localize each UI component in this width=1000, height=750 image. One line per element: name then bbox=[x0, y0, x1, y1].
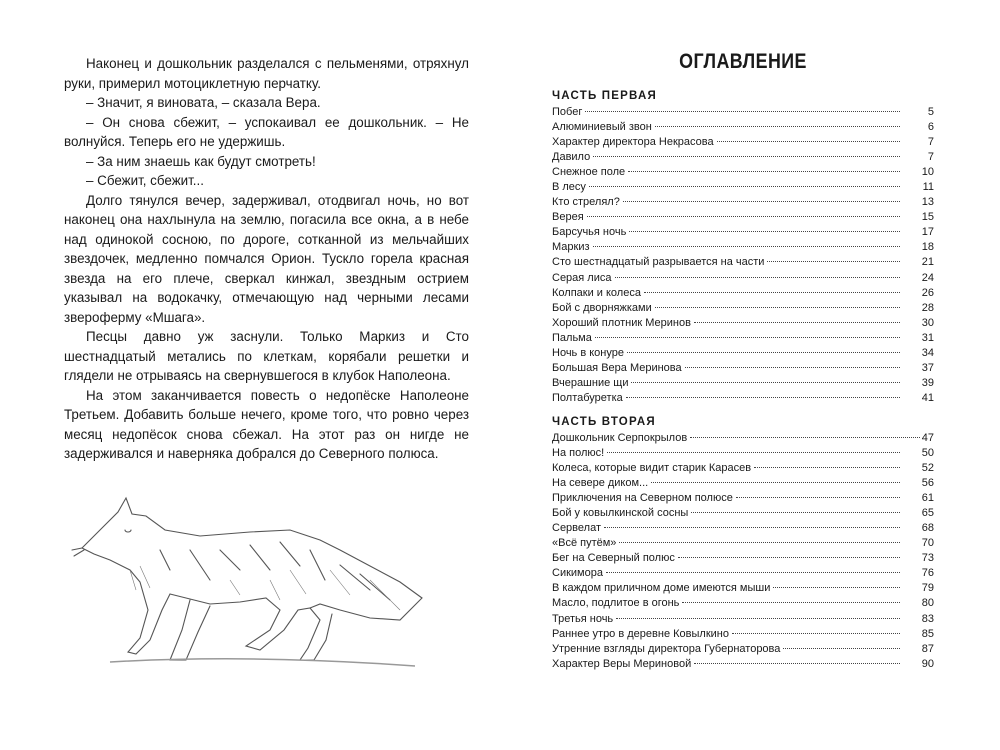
toc-entry-title: «Всё путём» bbox=[552, 537, 617, 550]
toc-entry-page: 7 bbox=[927, 136, 934, 149]
toc-entry-page: 87 bbox=[921, 642, 934, 655]
toc-entry-page: 18 bbox=[921, 241, 934, 254]
toc-entry-title: Пальма bbox=[552, 331, 592, 344]
toc-entry-page: 52 bbox=[921, 462, 934, 475]
dot-leader bbox=[604, 527, 900, 528]
toc-entry bbox=[552, 255, 934, 270]
paragraph: Наконец и дошкольник разделался с пельменями, отряхнул руки, примерил мотоциклетную перчатку. bbox=[64, 56, 469, 91]
dot-leader bbox=[589, 186, 900, 187]
toc-entry-title: На севере диком... bbox=[552, 477, 649, 490]
dot-leader bbox=[678, 557, 900, 558]
toc-entry bbox=[552, 150, 934, 165]
dot-leader bbox=[644, 292, 900, 293]
dot-leader bbox=[736, 497, 900, 498]
toc-entry bbox=[552, 581, 934, 596]
toc-entry bbox=[552, 376, 934, 391]
toc-entry-page: 56 bbox=[921, 477, 934, 490]
toc-entry-page: 70 bbox=[921, 537, 934, 550]
toc-entry bbox=[552, 180, 934, 195]
toc-entry-page: 79 bbox=[921, 582, 934, 595]
toc-entry-title: Побег bbox=[552, 106, 583, 118]
dot-leader bbox=[691, 512, 900, 513]
toc-entry-title: Кто стрелял? bbox=[552, 196, 620, 209]
toc-entry bbox=[552, 642, 934, 657]
dot-leader bbox=[623, 201, 900, 202]
toc-entry-title: Алюминиевый звон bbox=[552, 121, 652, 134]
toc-entry-page: 5 bbox=[927, 106, 934, 118]
part-heading: ЧАСТЬ ВТОРАЯ bbox=[552, 415, 656, 428]
toc-entry bbox=[552, 566, 934, 581]
toc-entry-title: Полтабуретка bbox=[552, 391, 623, 404]
dot-leader bbox=[694, 322, 900, 323]
dot-leader bbox=[593, 156, 900, 157]
toc-entry bbox=[552, 461, 934, 476]
dot-leader bbox=[631, 382, 900, 383]
toc-entry bbox=[552, 521, 934, 536]
toc-entry bbox=[552, 476, 934, 491]
toc-entry-title: Масло, подлитое в огонь bbox=[552, 597, 680, 610]
toc-entry-title: В лесу bbox=[552, 181, 586, 194]
toc-entry bbox=[552, 596, 934, 611]
dot-leader bbox=[655, 307, 900, 308]
dot-leader bbox=[690, 437, 920, 438]
dot-leader bbox=[606, 572, 900, 573]
dot-leader bbox=[615, 277, 901, 278]
toc-entry-title: Большая Вера Меринова bbox=[552, 361, 682, 374]
toc-entry-page: 47 bbox=[921, 431, 934, 444]
toc-entry-title: Сикимора bbox=[552, 567, 603, 580]
toc-entry-page: 37 bbox=[921, 361, 934, 374]
toc-entry bbox=[552, 612, 934, 627]
toc-entry-page: 13 bbox=[921, 196, 934, 209]
toc-entry-page: 73 bbox=[921, 552, 934, 565]
toc-entry-page: 24 bbox=[921, 271, 934, 284]
toc-entry-title: Бой у ковылкинской сосны bbox=[552, 507, 689, 520]
toc-entry-page: 41 bbox=[921, 391, 934, 404]
dot-leader bbox=[607, 452, 900, 453]
dot-leader bbox=[754, 467, 900, 468]
toc-entry-title: Характер Веры Мериновой bbox=[552, 657, 692, 670]
toc-entry-title: Приключения на Северном полюсе bbox=[552, 492, 733, 505]
dot-leader bbox=[682, 602, 900, 603]
toc-entry bbox=[552, 240, 934, 255]
toc-entry-title: Сервелат bbox=[552, 522, 601, 535]
toc-entry-title: Характер директора Некрасова bbox=[552, 136, 714, 149]
toc-entry-title: Верея bbox=[552, 211, 584, 224]
toc-entry bbox=[552, 551, 934, 566]
dot-leader bbox=[685, 367, 900, 368]
toc-title: ОГЛАВЛЕНИЕ bbox=[679, 50, 807, 73]
toc-entry-page: 61 bbox=[921, 492, 934, 505]
dot-leader bbox=[717, 141, 900, 142]
toc-entry-title: На полюс! bbox=[552, 446, 605, 459]
dot-leader bbox=[619, 542, 900, 543]
dot-leader bbox=[627, 352, 900, 353]
part-heading: ЧАСТЬ ПЕРВАЯ bbox=[552, 90, 657, 102]
toc-entry-page: 6 bbox=[927, 121, 934, 134]
toc-entry-page: 76 bbox=[921, 567, 934, 580]
toc-entry-title: Ночь в конуре bbox=[552, 346, 624, 359]
toc-entry-title: Утренние взгляды директора Губернаторова bbox=[552, 642, 781, 655]
toc-entry bbox=[552, 331, 934, 346]
toc-entry-page: 30 bbox=[921, 316, 934, 329]
paragraph: Долго тянулся вечер, задерживал, отодвигал ночь, но вот наконец она нахлынула на землю, погасила все окна, а в небе над одинокой сосною, по дороге, сотканной из мельчайших звездочек, медленно помчался Орион. Тускло горела красная звезда на его плече, сверкал кинжал, звездным острием указывал на водокачку, отмечающую над черными лесами звероферму «Мшага». bbox=[64, 192, 469, 325]
toc-entry bbox=[552, 391, 934, 406]
toc-entry-title: Сто шестнадцатый разрывается на части bbox=[552, 256, 765, 269]
toc-entry-page: 26 bbox=[921, 286, 934, 299]
toc-entry-title: Колпаки и колеса bbox=[552, 286, 641, 299]
toc-entry-page: 85 bbox=[921, 627, 934, 640]
paragraph: На этом заканчивается повесть о недопёске Наполеоне Третьем. Добавить больше нечего, кроме того, что ровно через месяц недопёсок снова сбежал. На этот раз он нигде не задерживался и наверняка добрался до Северного полюса. bbox=[64, 387, 469, 461]
toc-entry bbox=[552, 316, 934, 331]
toc-entry bbox=[552, 165, 934, 180]
toc-entry bbox=[552, 225, 934, 240]
toc-entry-title: Раннее утро в деревне Ковылкино bbox=[552, 627, 729, 640]
toc-entry-page: 21 bbox=[921, 256, 934, 269]
toc-part-two-list bbox=[552, 431, 934, 672]
toc-entry-title: Дошкольник Серпокрылов bbox=[552, 431, 688, 444]
toc-entry-title: Серая лиса bbox=[552, 271, 612, 284]
table-of-contents bbox=[552, 48, 934, 672]
dot-leader bbox=[773, 587, 900, 588]
toc-entry-page: 28 bbox=[921, 301, 934, 314]
toc-entry-title: В каждом приличном доме имеются мыши bbox=[552, 582, 771, 595]
toc-entry-title: Третья ночь bbox=[552, 612, 614, 625]
toc-entry-page: 83 bbox=[921, 612, 934, 625]
toc-entry-title: Бой с дворняжками bbox=[552, 301, 652, 314]
dot-leader bbox=[651, 482, 900, 483]
toc-entry-title: Бег на Северный полюс bbox=[552, 552, 675, 565]
dot-leader bbox=[694, 663, 900, 664]
dot-leader bbox=[628, 171, 900, 172]
paragraph: Песцы давно уж заснули. Только Маркиз и Сто шестнадцатый метались по клеткам, корябали решетки и глядели не отрываясь на свернувшегося в клубок Наполеона. bbox=[64, 329, 469, 383]
toc-entry-page: 31 bbox=[921, 331, 934, 344]
toc-entry-page: 65 bbox=[921, 507, 934, 520]
paragraph: – Он снова сбежит, – успокаивал ее дошкольник. – Не волнуйся. Теперь его не удержишь. bbox=[64, 114, 469, 149]
toc-entry bbox=[552, 536, 934, 551]
toc-entry-title: Давило bbox=[552, 151, 591, 164]
toc-entry bbox=[552, 491, 934, 506]
toc-entry-title: Хороший плотник Меринов bbox=[552, 316, 691, 329]
toc-entry bbox=[552, 135, 934, 150]
toc-entry-page: 39 bbox=[921, 376, 934, 389]
dot-leader bbox=[732, 633, 900, 634]
dot-leader bbox=[593, 246, 900, 247]
dot-leader bbox=[626, 397, 900, 398]
toc-entry-page: 11 bbox=[922, 181, 934, 194]
toc-entry-title: Барсучья ночь bbox=[552, 226, 627, 239]
dot-leader bbox=[629, 231, 900, 232]
toc-entry bbox=[552, 431, 934, 446]
dot-leader bbox=[595, 337, 900, 338]
toc-entry bbox=[552, 301, 934, 316]
paragraph: – Значит, я виновата, – сказала Вера. bbox=[86, 95, 321, 110]
toc-entry bbox=[552, 346, 934, 361]
toc-entry bbox=[552, 286, 934, 301]
toc-entry bbox=[552, 657, 934, 672]
dot-leader bbox=[767, 261, 900, 262]
toc-entry bbox=[552, 210, 934, 225]
toc-entry-title: Вчерашние щи bbox=[552, 376, 629, 389]
toc-part-one-list bbox=[552, 105, 934, 406]
toc-entry-page: 50 bbox=[921, 446, 934, 459]
dot-leader bbox=[783, 648, 900, 649]
toc-entry bbox=[552, 627, 934, 642]
toc-entry-page: 7 bbox=[927, 151, 934, 164]
toc-entry-page: 17 bbox=[921, 226, 934, 239]
toc-entry-page: 80 bbox=[921, 597, 934, 610]
toc-entry-page: 90 bbox=[921, 657, 934, 670]
arctic-fox-illustration bbox=[70, 470, 430, 680]
dot-leader bbox=[616, 618, 900, 619]
toc-entry bbox=[552, 271, 934, 286]
toc-entry-page: 15 bbox=[921, 211, 934, 224]
dot-leader bbox=[587, 216, 900, 217]
toc-entry bbox=[552, 105, 934, 120]
toc-entry bbox=[552, 195, 934, 210]
toc-entry bbox=[552, 361, 934, 376]
toc-entry-page: 34 bbox=[921, 346, 934, 359]
dot-leader bbox=[585, 111, 900, 112]
toc-entry-title: Маркиз bbox=[552, 241, 590, 254]
left-page-text bbox=[64, 54, 469, 464]
toc-entry-page: 10 bbox=[921, 166, 934, 179]
paragraph: – Сбежит, сбежит... bbox=[86, 173, 204, 188]
dot-leader bbox=[655, 126, 900, 127]
toc-entry-title: Снежное поле bbox=[552, 166, 626, 179]
toc-entry bbox=[552, 446, 934, 461]
toc-entry bbox=[552, 120, 934, 135]
toc-entry bbox=[552, 506, 934, 521]
toc-entry-title: Колеса, которые видит старик Карасев bbox=[552, 462, 752, 475]
paragraph: – За ним знаешь как будут смотреть! bbox=[86, 153, 316, 169]
toc-entry-page: 68 bbox=[921, 522, 934, 535]
